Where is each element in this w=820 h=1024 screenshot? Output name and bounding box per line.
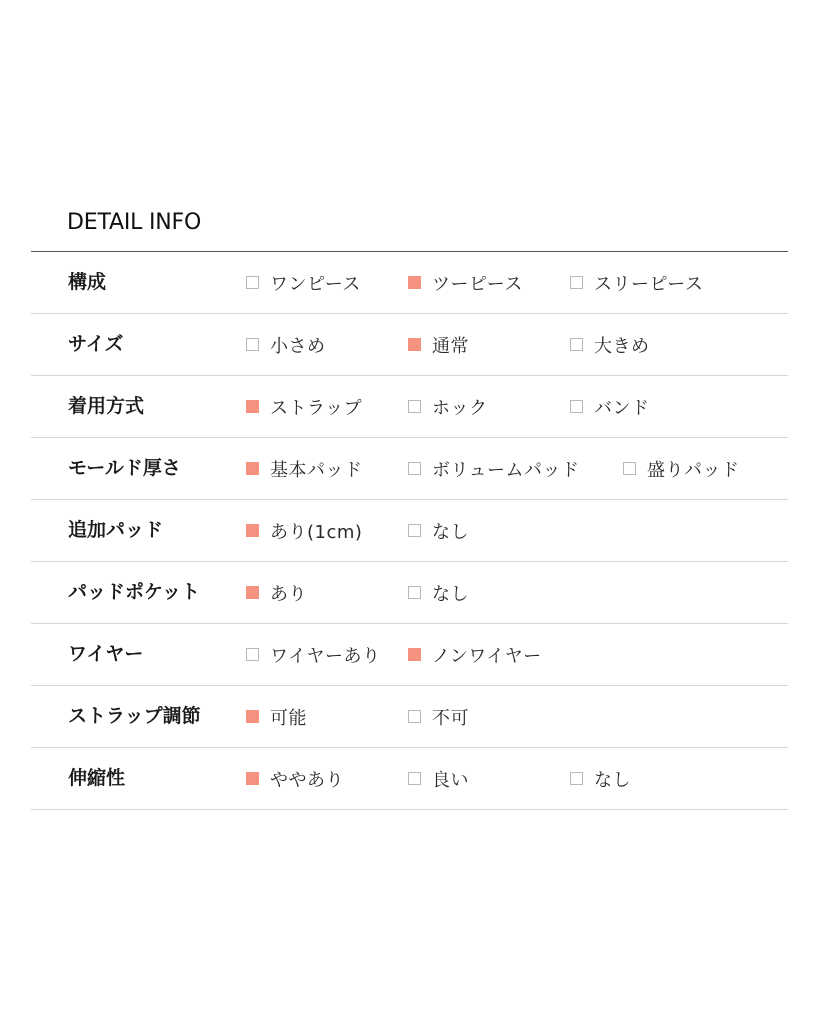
option-label: ワイヤーあり [270,645,381,667]
option-wire-yes [246,624,380,685]
row-mold-thickness [31,438,788,500]
option-label: ワンピース [270,273,361,295]
row-structure [31,252,788,314]
row-wearing-method [31,376,788,438]
row-label: 追加パッド [68,519,164,541]
checkbox-unchecked-icon [408,524,421,537]
option-label: なし [432,583,469,605]
detail-info-title: DETAIL INFO [67,210,202,235]
option-label: ややあり [270,769,344,791]
checkbox-checked-icon [408,276,421,289]
option-pad-pocket-yes [246,562,307,623]
option-basic-pad [246,438,363,499]
row-label: ワイヤー [68,643,144,665]
option-label: 基本パッド [270,459,363,481]
option-label: 不可 [432,707,469,729]
checkbox-unchecked-icon [408,400,421,413]
row-wire [31,624,788,686]
checkbox-unchecked-icon [623,462,636,475]
option-label: バンド [594,397,650,419]
checkbox-unchecked-icon [246,338,259,351]
option-label: あり(1cm) [270,521,363,543]
checkbox-unchecked-icon [408,710,421,723]
row-extra-pad [31,500,788,562]
checkbox-checked-icon [246,586,259,599]
row-label: パッドポケット [68,581,201,603]
checkbox-checked-icon [246,772,259,785]
option-two-piece [408,252,523,313]
row-label: 構成 [68,271,107,293]
row-label: ストラップ調節 [68,705,201,727]
checkbox-unchecked-icon [246,276,259,289]
detail-info-table [31,251,788,810]
checkbox-checked-icon [246,462,259,475]
option-pad-pocket-no [408,562,469,623]
option-label: ツーピース [432,273,523,295]
option-large [570,314,650,375]
checkbox-unchecked-icon [408,586,421,599]
option-label: 盛りパッド [647,459,740,481]
row-size [31,314,788,376]
option-stretch-none [570,748,631,809]
option-label: あり [270,583,307,605]
option-label: なし [594,769,631,791]
checkbox-checked-icon [408,648,421,661]
option-label: ストラップ [270,397,363,419]
option-label: 通常 [432,335,469,357]
option-label: スリーピース [594,273,704,295]
row-label: 伸縮性 [68,767,126,789]
option-non-wire [408,624,542,685]
option-label: ボリュームパッド [432,459,580,481]
option-label: 大きめ [594,335,650,357]
option-label: ノンワイヤー [432,645,542,667]
option-stretch-some [246,748,344,809]
option-label: ホック [432,397,488,419]
option-hook [408,376,488,437]
option-adjust-impossible [408,686,469,747]
checkbox-unchecked-icon [570,400,583,413]
row-stretch [31,748,788,810]
option-adjust-possible [246,686,307,747]
row-label: サイズ [68,333,124,355]
option-strap [246,376,362,437]
checkbox-unchecked-icon [570,338,583,351]
checkbox-unchecked-icon [570,772,583,785]
checkbox-checked-icon [246,710,259,723]
option-label: 良い [432,769,469,791]
option-three-piece [570,252,703,313]
option-extra-pad-no [408,500,469,561]
option-volume-pad [408,438,579,499]
checkbox-unchecked-icon [408,462,421,475]
checkbox-unchecked-icon [570,276,583,289]
option-small [246,314,326,375]
row-label: 着用方式 [68,395,145,417]
option-label: 小さめ [270,335,326,357]
option-label: 可能 [270,707,307,729]
option-stretch-good [408,748,469,809]
option-band [570,376,650,437]
option-extra-pad-yes [246,500,362,561]
row-label: モールド厚さ [68,457,181,479]
row-strap-adjust [31,686,788,748]
checkbox-checked-icon [246,524,259,537]
option-push-up-pad [623,438,740,499]
option-label: なし [432,521,469,543]
checkbox-unchecked-icon [246,648,259,661]
checkbox-checked-icon [408,338,421,351]
option-normal [408,314,469,375]
option-one-piece [246,252,361,313]
checkbox-unchecked-icon [408,772,421,785]
row-pad-pocket [31,562,788,624]
checkbox-checked-icon [246,400,259,413]
